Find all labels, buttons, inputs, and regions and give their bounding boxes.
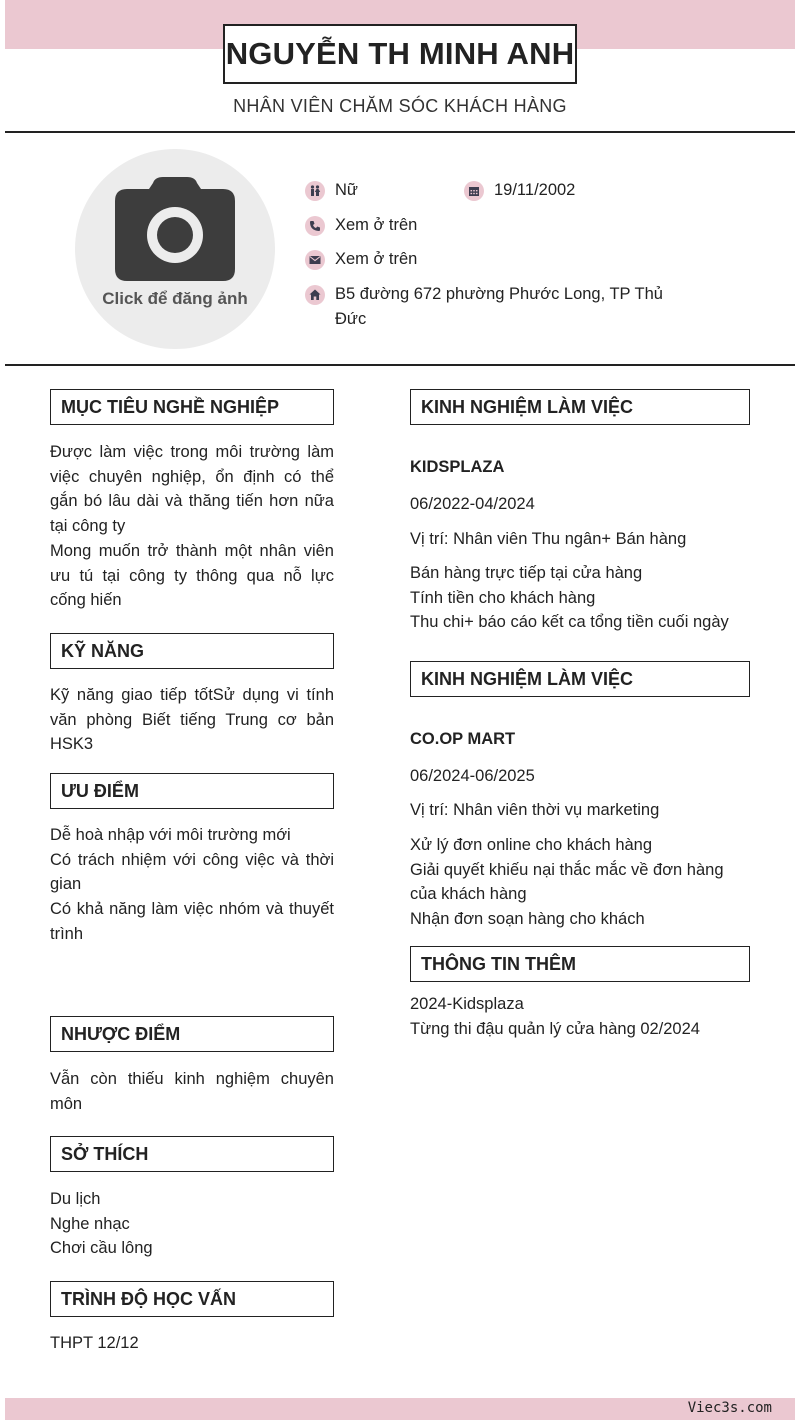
- hobby-item: Chơi cầu lông: [50, 1239, 153, 1258]
- address-value: B5 đường 672 phường Phước Long, TP Thủ Đức: [335, 285, 663, 328]
- job-title: NHÂN VIÊN CHĂM SÓC KHÁCH HÀNG: [233, 96, 567, 116]
- extra-info-heading: THÔNG TIN THÊM: [410, 946, 750, 982]
- work-period-1: 06/2022-04/2024: [410, 495, 535, 513]
- company-name-2: CO.OP MART: [410, 730, 516, 748]
- education-heading: TRÌNH ĐỘ HỌC VẤN: [50, 1281, 334, 1317]
- name-box: [223, 24, 577, 84]
- work-period-2: 06/2024-06/2025: [410, 767, 535, 785]
- extra-info-item: Từng thi đậu quản lý cửa hàng 02/2024: [410, 1019, 700, 1038]
- camera-icon: [115, 177, 235, 281]
- objective-line: Mong muốn trở thành một nhân viên ưu tú tại công ty thông qua nỗ lực cống hiến: [50, 541, 334, 610]
- task-item: Giải quyết khiếu nại thắc mắc về đơn hàng của khách hàng: [410, 860, 724, 904]
- objective-content: [50, 440, 334, 613]
- strength-item: Có khả năng làm việc nhóm và thuyết trình: [50, 900, 334, 943]
- experience-heading-2: KINH NGHIỆM LÀM VIỆC: [410, 661, 750, 697]
- education-content: THPT 12/12: [50, 1334, 139, 1352]
- objective-line: Được làm việc trong môi trường làm việc chuyên nghiệp, ổn định có thể gắn bó lâu dài và thăng tiến hơn nữa tại công ty: [50, 443, 334, 536]
- photo-upload[interactable]: [75, 149, 275, 349]
- calendar-icon: [464, 181, 484, 201]
- candidate-name: NGUYỄN TH MINH ANH: [225, 36, 575, 71]
- strengths-content: [50, 823, 334, 947]
- hobbies-content: [50, 1187, 334, 1261]
- weaknesses-heading: NHƯỢC ĐIỂM: [50, 1016, 334, 1052]
- gender-value: Nữ: [335, 181, 358, 199]
- task-item: Thu chi+ báo cáo kết ca tổng tiền cuối ngày: [410, 613, 729, 632]
- info-phone: [305, 216, 417, 238]
- phone-value: Xem ở trên: [335, 216, 418, 234]
- hobby-item: Du lịch: [50, 1190, 101, 1208]
- task-item: Nhận đơn soạn hàng cho khách: [410, 910, 645, 929]
- photo-caption: Click để đăng ảnh: [102, 289, 248, 308]
- work-tasks-1: [410, 561, 750, 635]
- email-value: Xem ở trên: [335, 250, 418, 268]
- hobby-item: Nghe nhạc: [50, 1214, 130, 1233]
- strength-item: Dễ hoà nhập với môi trường mới: [50, 826, 291, 844]
- company-name-1: KIDSPLAZA: [410, 458, 505, 476]
- header-divider: [5, 131, 795, 133]
- info-gender: [305, 181, 358, 203]
- work-position-1: Vị trí: Nhân viên Thu ngân+ Bán hàng: [410, 530, 687, 548]
- info-birthday: [464, 181, 575, 203]
- birthday-value: 19/11/2002: [494, 181, 576, 199]
- gender-icon: [305, 181, 325, 201]
- info-address: [305, 285, 675, 332]
- task-item: Tính tiền cho khách hàng: [410, 588, 596, 607]
- brand-watermark: Viec3s.com: [687, 1400, 772, 1416]
- mail-icon: [305, 250, 325, 270]
- extra-info-content: [410, 992, 750, 1041]
- experience-heading-1: KINH NGHIỆM LÀM VIỆC: [410, 389, 750, 425]
- hobbies-heading: SỞ THÍCH: [50, 1136, 334, 1172]
- skills-content: Kỹ năng giao tiếp tốtSử dụng vi tính văn phòng Biết tiếng Trung cơ bản HSK3: [50, 686, 334, 754]
- footer-band: [5, 1398, 795, 1420]
- info-email: [305, 250, 417, 272]
- task-item: Xử lý đơn online cho khách hàng: [410, 836, 653, 854]
- work-position-2: Vị trí: Nhân viên thời vụ marketing: [410, 801, 660, 819]
- objective-heading: MỤC TIÊU NGHỀ NGHIỆP: [50, 389, 334, 425]
- skills-heading: KỸ NĂNG: [50, 633, 334, 669]
- strength-item: Có trách nhiệm với công việc và thời gian: [50, 850, 334, 894]
- home-icon: [305, 285, 325, 305]
- work-tasks-2: [410, 833, 750, 932]
- task-item: Bán hàng trực tiếp tại cửa hàng: [410, 564, 643, 582]
- phone-icon: [305, 216, 325, 236]
- extra-info-item: 2024-Kidsplaza: [410, 995, 524, 1013]
- strengths-heading: ƯU ĐIỂM: [50, 773, 334, 809]
- info-divider: [5, 364, 795, 366]
- weaknesses-content: Vẫn còn thiếu kinh nghiệm chuyên môn: [50, 1070, 334, 1113]
